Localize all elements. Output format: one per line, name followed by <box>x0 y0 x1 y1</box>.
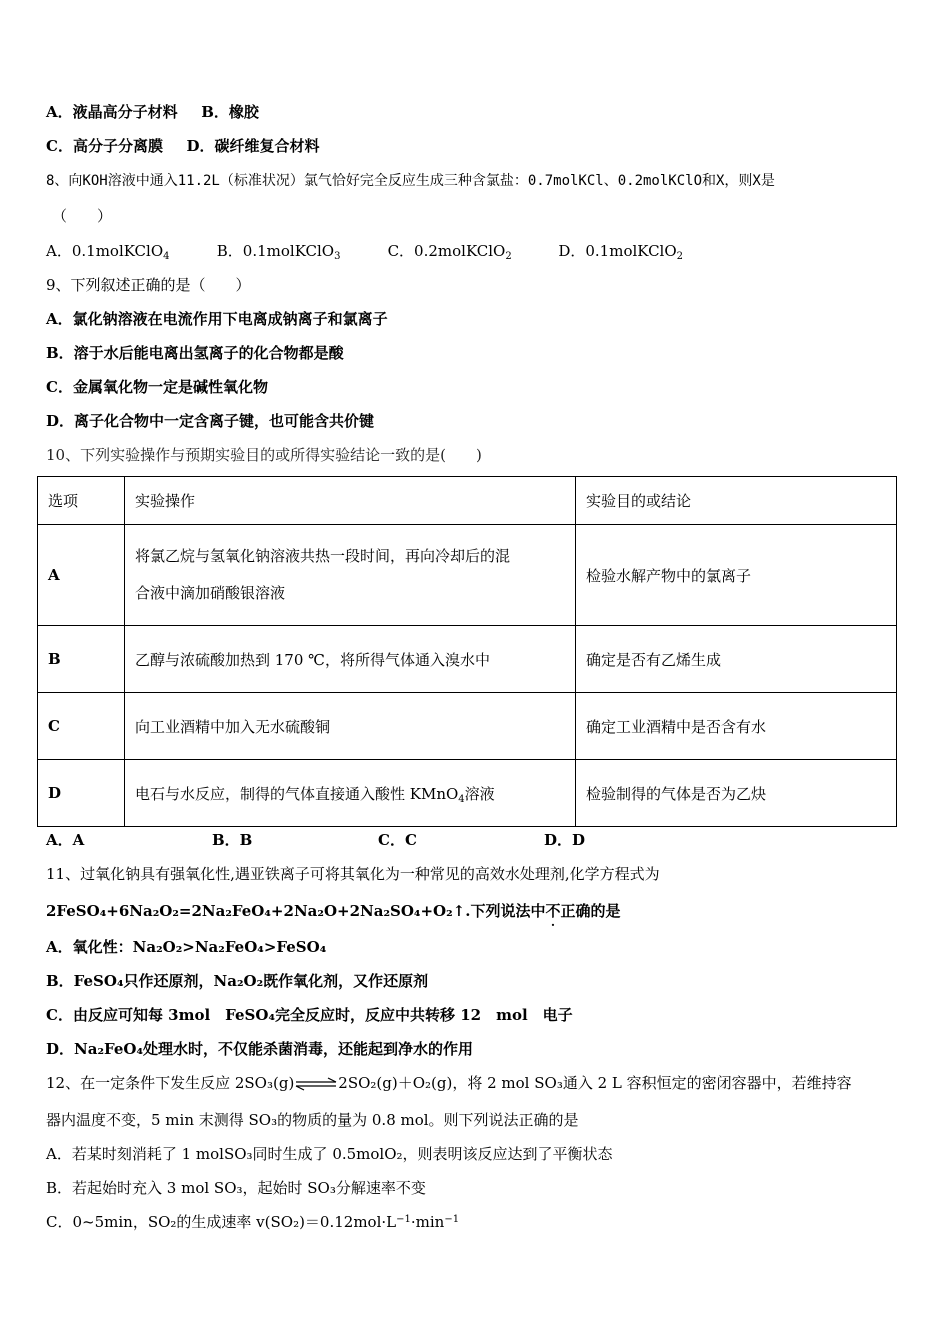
q10-choice-d: D．D <box>544 831 586 849</box>
table-row <box>38 693 897 760</box>
q7-option-c: C．高分子分离膜 <box>46 137 163 155</box>
q8-options <box>46 241 683 261</box>
q10-stem: 10、下列实验操作与预期实验目的或所得实验结论一致的是( ) <box>46 446 482 464</box>
q11-option-c: C．由反应可知每 3mol FeSO₄完全反应时，反应中共转移 12 mol 电子 <box>46 1006 573 1024</box>
row-option: B <box>38 626 125 693</box>
equilibrium-arrow-icon <box>294 1077 338 1091</box>
emphasis-not: 不 <box>545 902 561 920</box>
q10-choice-c: C．C <box>378 831 417 849</box>
q7-options-row-2 <box>46 136 320 156</box>
row-operation: 电石与水反应，制得的气体直接通入酸性 KMnO$_4$溶液 <box>125 760 576 827</box>
row-goal: 检验制得的气体是否为乙炔 <box>576 760 897 827</box>
q7-option-a: A．液晶高分子材料 <box>46 103 178 121</box>
row-goal: 确定工业酒精中是否含有水 <box>576 693 897 760</box>
q11-option-a: A．氧化性：Na₂O₂>Na₂FeO₄>FeSO₄ <box>46 938 327 956</box>
q11-equation: 2FeSO₄+6Na₂O₂=2Na₂FeO₄+2Na₂O+2Na₂SO₄+O₂↑.下列说法中不正确的是 <box>46 902 621 920</box>
row-option: A <box>38 525 125 626</box>
q8-option-a: A．0.1molKClO$_4$ <box>46 242 170 262</box>
q7-option-b: B．橡胶 <box>201 103 259 121</box>
q10-choice-a: A．A <box>46 831 85 849</box>
q12-stem-line-2: 器内温度不变，5 min 末测得 SO₃的物质的量为 0.8 mol。则下列说法正确的是 <box>46 1111 579 1129</box>
q9-stem: 9、下列叙述正确的是（ ） <box>46 276 251 294</box>
table-row <box>38 626 897 693</box>
row-option: C <box>38 693 125 760</box>
q10-experiment-table <box>37 476 897 827</box>
q12-option-a: A．若某时刻消耗了 1 molSO₃同时生成了 0.5molO₂，则表明该反应达到了平衡状态 <box>46 1145 613 1163</box>
q9-option-b: B．溶于水后能电离出氢离子的化合物都是酸 <box>46 344 344 362</box>
q12-option-b: B．若起始时充入 3 mol SO₃，起始时 SO₃分解速率不变 <box>46 1179 426 1197</box>
q7-options-row-1 <box>46 102 259 122</box>
q8-option-b: B．0.1molKClO$_3$ <box>216 242 341 262</box>
q7-option-d: D．碳纤维复合材料 <box>186 137 320 155</box>
q11-stem: 11、过氧化钠具有强氧化性,遇亚铁离子可将其氧化为一种常见的高效水处理剂,化学方程式为 <box>46 865 660 883</box>
row-operation: 将氯乙烷与氢氧化钠溶液共热一段时间，再向冷却后的混 合液中滴加硝酸银溶液 <box>125 525 576 626</box>
q12-option-c: C．0~5min，SO₂的生成速率 $v(SO_2)=0.12mol\cdot L^{-1}\cdot\min^{-1}$ <box>46 1213 460 1231</box>
row-goal: 检验水解产物中的氯离子 <box>576 525 897 626</box>
q8-stem: 8、向KOH溶液中通入11.2L（标准状况）氯气恰好完全反应生成三种含氯盐：0.7molKCl、0.2molKClO和X，则X是 <box>46 173 775 189</box>
table-row <box>38 760 897 827</box>
q9-option-a: A．氯化钠溶液在电流作用下电离成钠离子和氯离子 <box>46 310 388 328</box>
table-row <box>38 525 897 626</box>
q9-option-c: C．金属氧化物一定是碱性氧化物 <box>46 378 268 396</box>
q11-option-d: D．Na₂FeO₄处理水时，不仅能杀菌消毒，还能起到净水的作用 <box>46 1040 474 1058</box>
row-goal: 确定是否有乙烯生成 <box>576 626 897 693</box>
header-operation: 实验操作 <box>125 477 576 525</box>
q9-option-d: D．离子化合物中一定含离子键，也可能含共价键 <box>46 412 375 430</box>
q12-stem-line-1: 12、在一定条件下发生反应 2SO₃(g) 2SO₂(g)＋O₂(g)，将 2 mol SO₃通入 2 L 容积恒定的密闭容器中，若维持容 <box>46 1074 852 1092</box>
q8-answer-paren: （ ） <box>52 207 113 225</box>
q11-option-b: B．FeSO₄只作还原剂，Na₂O₂既作氧化剂，又作还原剂 <box>46 972 429 990</box>
header-goal: 实验目的或结论 <box>576 477 897 525</box>
table-header-row <box>38 477 897 525</box>
row-option: D <box>38 760 125 827</box>
q10-choice-b: B．B <box>212 831 253 849</box>
q10-choices <box>46 830 585 850</box>
row-operation: 向工业酒精中加入无水硫酸铜 <box>125 693 576 760</box>
header-option: 选项 <box>38 477 125 525</box>
q8-option-c: C．0.2molKClO$_2$ <box>387 242 512 262</box>
q8-option-d: D．0.1molKClO$_2$ <box>558 242 684 262</box>
row-operation: 乙醇与浓硫酸加热到 170 ℃，将所得气体通入溴水中 <box>125 626 576 693</box>
